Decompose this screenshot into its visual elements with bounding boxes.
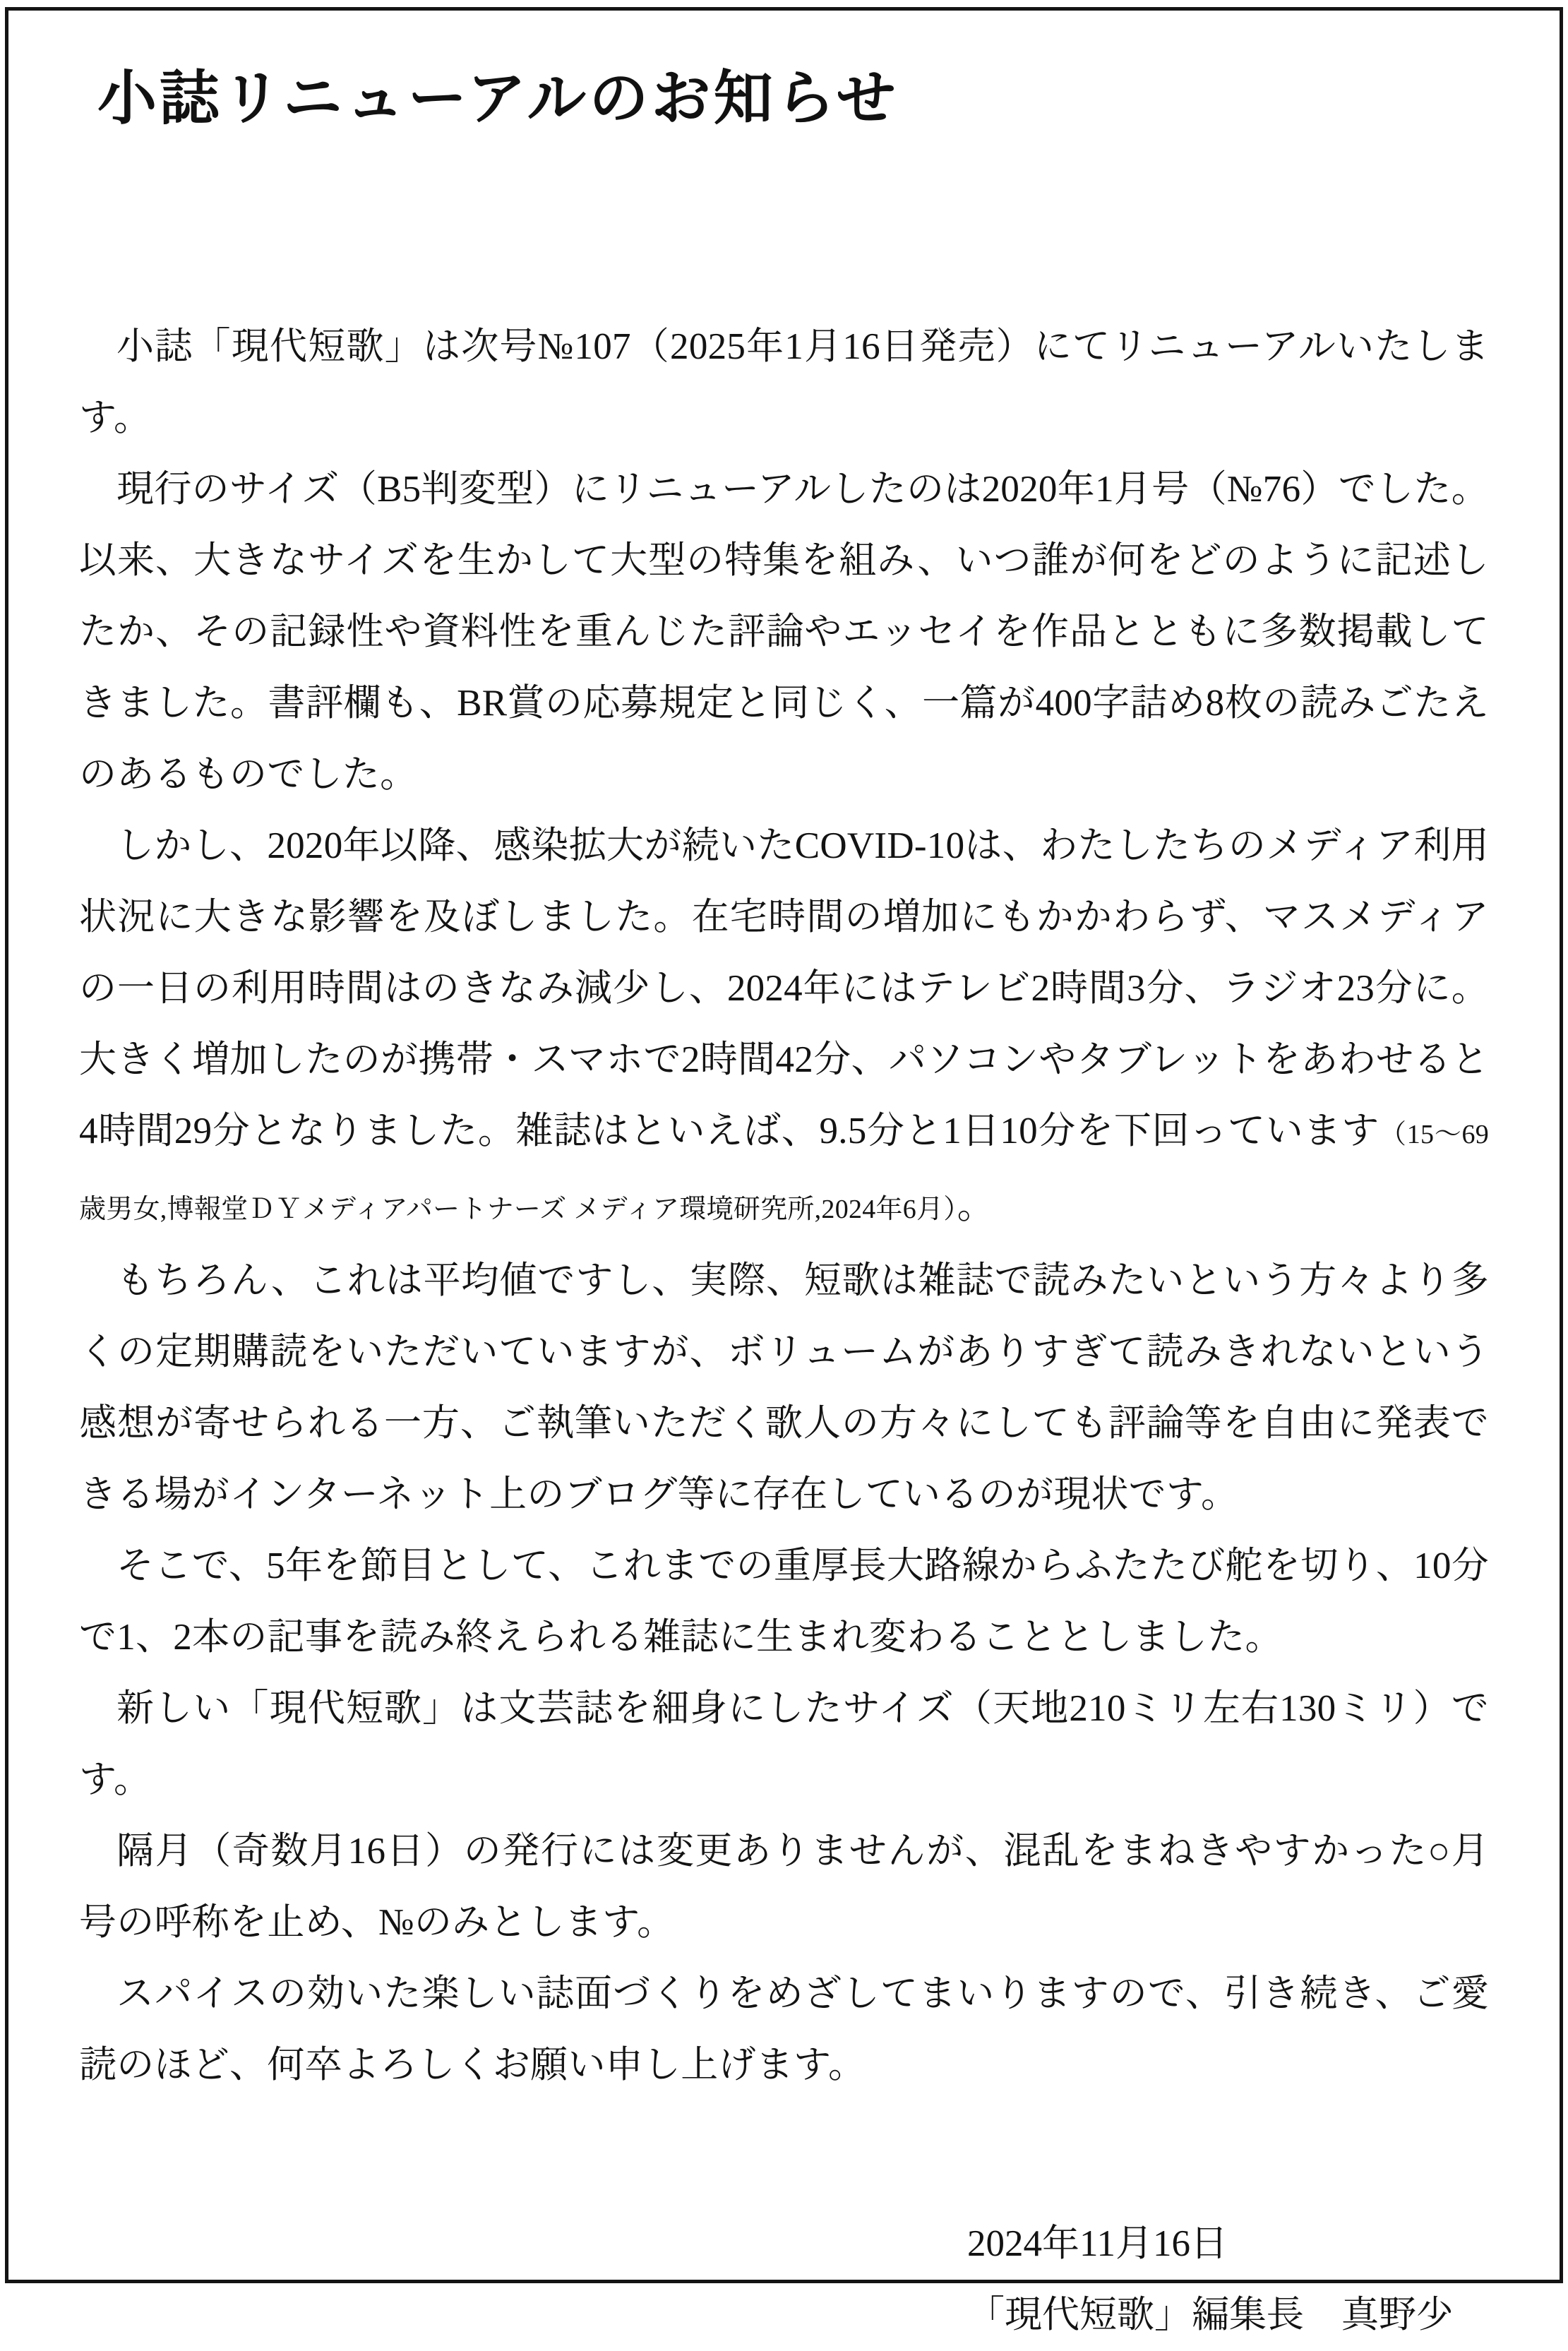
paragraph-text: しかし、2020年以降、感染拡大が続いたCOVID-10は、わたしたちのメディア利用状況に大きな影響を及ぼしました。在宅時間の増加にもかかわらず、マスメディアの一日の利用時間はのきなみ減少し、2024年にはテレビ2時間3分、ラジオ23分に。大きく増加したのが携帯・スマホで2時間42分、パソコンやタブレットをあわせると4時間29分となりました。雑誌はといえば、9.5分と1日10分を下回っています — [79, 825, 1489, 1151]
paragraph-text: 現行のサイズ（B5判変型）にリニューアルしたのは2020年1月号（№76）でした。以来、大きなサイズを生かして大型の特集を組み、いつ誰が何をどのように記述したか、その記録性や資料性を重んじた評論やエッセイを作品とともに多数掲載してきました。書評欄も、BR賞の応募規定と同じく、一篇が400字詰め8枚の読みごたえのあるものでした。 — [79, 469, 1489, 795]
source-note: （15～69歳男女,博報堂ＤＹメディアパートナーズ メディア環境研究所,2024年6月） — [79, 1120, 1489, 1224]
paragraph — [79, 1245, 1489, 1531]
paragraph — [79, 1673, 1489, 1816]
date-line: 2024年11月16日 — [967, 2223, 1228, 2264]
signature-line: 「現代短歌」編集長 真野少 — [967, 2295, 1454, 2335]
paragraph — [79, 1958, 1489, 2101]
paragraph-text: 小誌「現代短歌」は次号№107（2025年1月16日発売）にてリニューアルいたします。 — [79, 326, 1489, 438]
paragraph-text: 新しい「現代短歌」は文芸誌を細身にしたサイズ（天地210ミリ左右130ミリ）です。 — [79, 1688, 1489, 1800]
paragraph — [79, 810, 1489, 1245]
signature-block — [967, 2208, 1454, 2351]
paragraph — [79, 1531, 1489, 1673]
paragraph — [79, 1816, 1489, 1958]
paragraph — [79, 311, 1489, 454]
announcement-body — [79, 311, 1489, 2101]
page-title: 小誌リニューアルのお知らせ — [97, 66, 899, 132]
paragraph — [79, 454, 1489, 810]
paragraph-text: そこで、5年を節目として、これまでの重厚長大路線からふたたび舵を切り、10分で1、2本の記事を読み終えられる雑誌に生まれ変わることとしました。 — [79, 1545, 1489, 1658]
page-content — [79, 62, 1489, 2351]
paragraph-text: 。 — [957, 1185, 995, 1226]
paragraph-text: もちろん、これは平均値ですし、実際、短歌は雑誌で読みたいという方々より多くの定期購読をいただいていますが、ボリュームがありすぎて読みきれないという感想が寄せられる一方、ご執筆いただく歌人の方々にしても評論等を自由に発表できる場がインターネット上のブログ等に存在しているのが現状です。 — [79, 1260, 1489, 1515]
paragraph-text: スパイスの効いた楽しい誌面づくりをめざしてまいりますので、引き続き、ご愛読のほど、何卒よろしくお願い申し上げます。 — [79, 1973, 1489, 2086]
paragraph-text: 隔月（奇数月16日）の発行には変更ありませんが、混乱をまねきやすかった○月号の呼称を止め、№のみとします。 — [79, 1831, 1489, 1943]
